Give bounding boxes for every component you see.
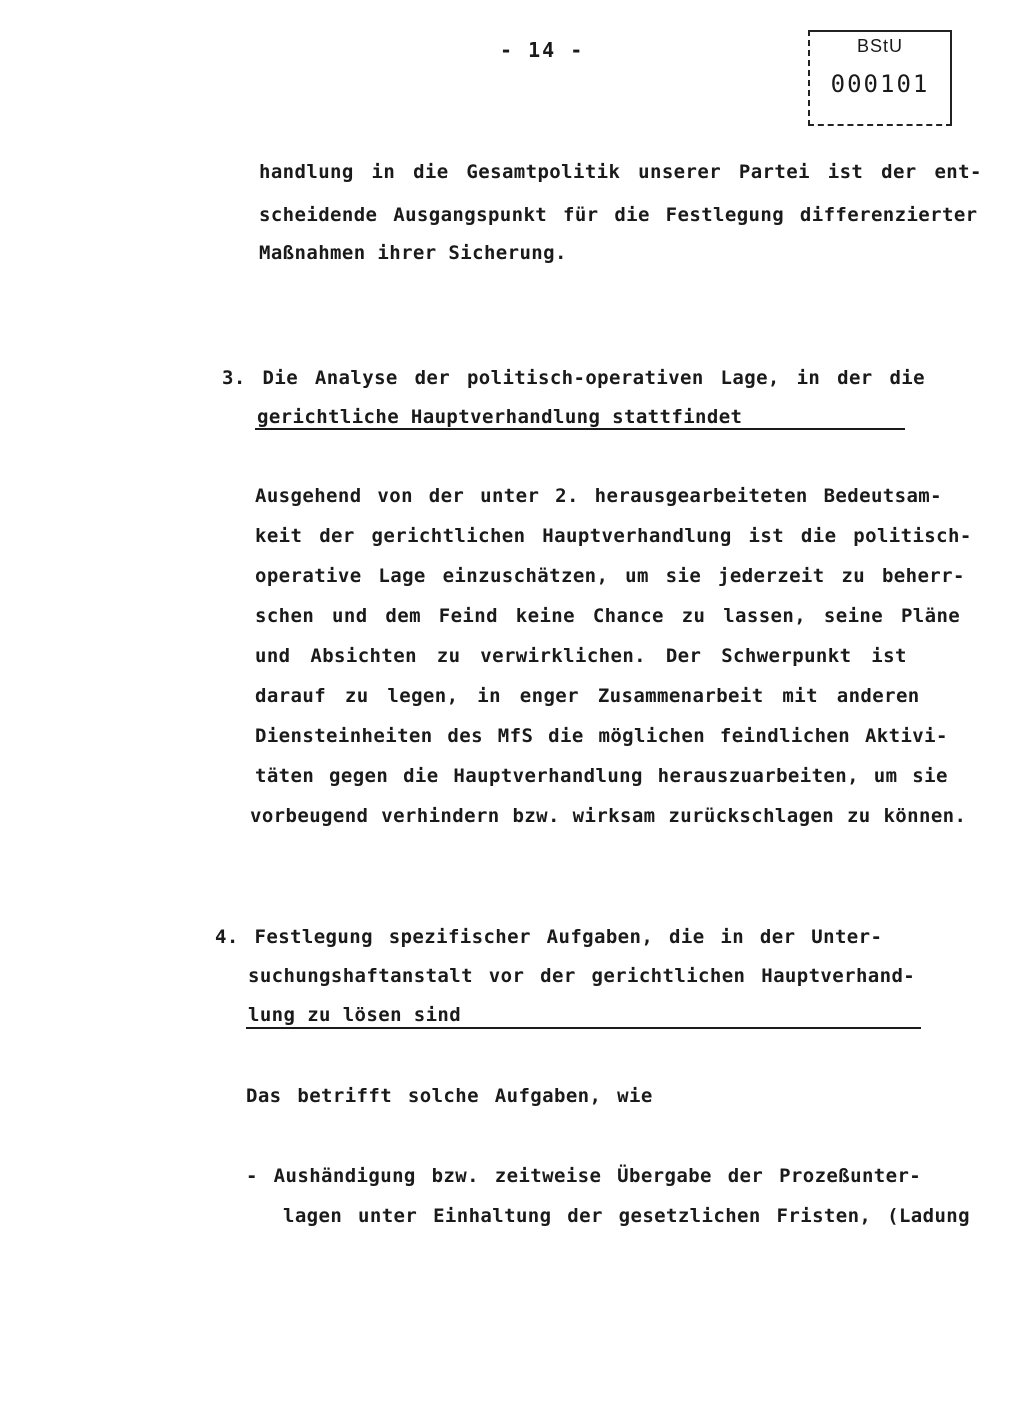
paragraph-line: scheidende Ausgangspunkt für die Festlegung differenzierter	[259, 204, 978, 226]
section-3-body-line: darauf zu legen, in enger Zusammenarbeit mit anderen	[255, 685, 920, 707]
section-3-body-line: vorbeugend verhindern bzw. wirksam zurückschlagen zu können.	[250, 805, 967, 827]
section-3-body-line: und Absichten zu verwirklichen. Der Schwerpunkt ist	[255, 645, 907, 667]
section-4-heading-line: suchungshaftanstalt vor der gerichtlichen Hauptverhand-	[248, 965, 916, 987]
section-3-body-line: operative Lage einzuschätzen, um sie jederzeit zu beherr-	[255, 565, 965, 587]
section-3-body-line: Diensteinheiten des MfS die möglichen feindlichen Aktivi-	[255, 725, 948, 747]
list-item-line: - Aushändigung bzw. zeitweise Übergabe der Prozeßunter-	[246, 1165, 922, 1187]
page-number: - 14 -	[500, 38, 585, 62]
section-4-intro: Das betrifft solche Aufgaben, wie	[246, 1085, 653, 1107]
section-3-heading-line: gerichtliche Hauptverhandlung stattfindet	[257, 406, 743, 428]
section-3-body-line: keit der gerichtlichen Hauptverhandlung ist die politisch-	[255, 525, 972, 547]
section-3-underline	[255, 428, 905, 430]
section-4-heading-line: 4. Festlegung spezifischer Aufgaben, die in der Unter-	[215, 926, 883, 948]
stamp-number: 000101	[830, 70, 930, 98]
section-3-body-line: täten gegen die Hauptverhandlung herauszuarbeiten, um sie	[255, 765, 948, 787]
section-3-body-line: Ausgehend von der unter 2. herausgearbeiteten Bedeutsam-	[255, 485, 942, 507]
paragraph-line: handlung in die Gesamtpolitik unserer Partei ist der ent-	[259, 161, 982, 183]
section-4-underline	[246, 1027, 921, 1029]
section-4-heading-line: lung zu lösen sind	[248, 1004, 462, 1026]
stamp-label: BStU	[856, 36, 903, 56]
paragraph-line: Maßnahmen ihrer Sicherung.	[259, 242, 567, 264]
list-item-line: lagen unter Einhaltung der gesetzlichen Fristen, (Ladung	[283, 1205, 970, 1227]
archive-stamp	[808, 30, 952, 126]
section-3-heading-line: 3. Die Analyse der politisch-operativen Lage, in der die	[222, 367, 925, 389]
section-3-body-line: schen und dem Feind keine Chance zu lassen, seine Pläne	[255, 605, 961, 627]
